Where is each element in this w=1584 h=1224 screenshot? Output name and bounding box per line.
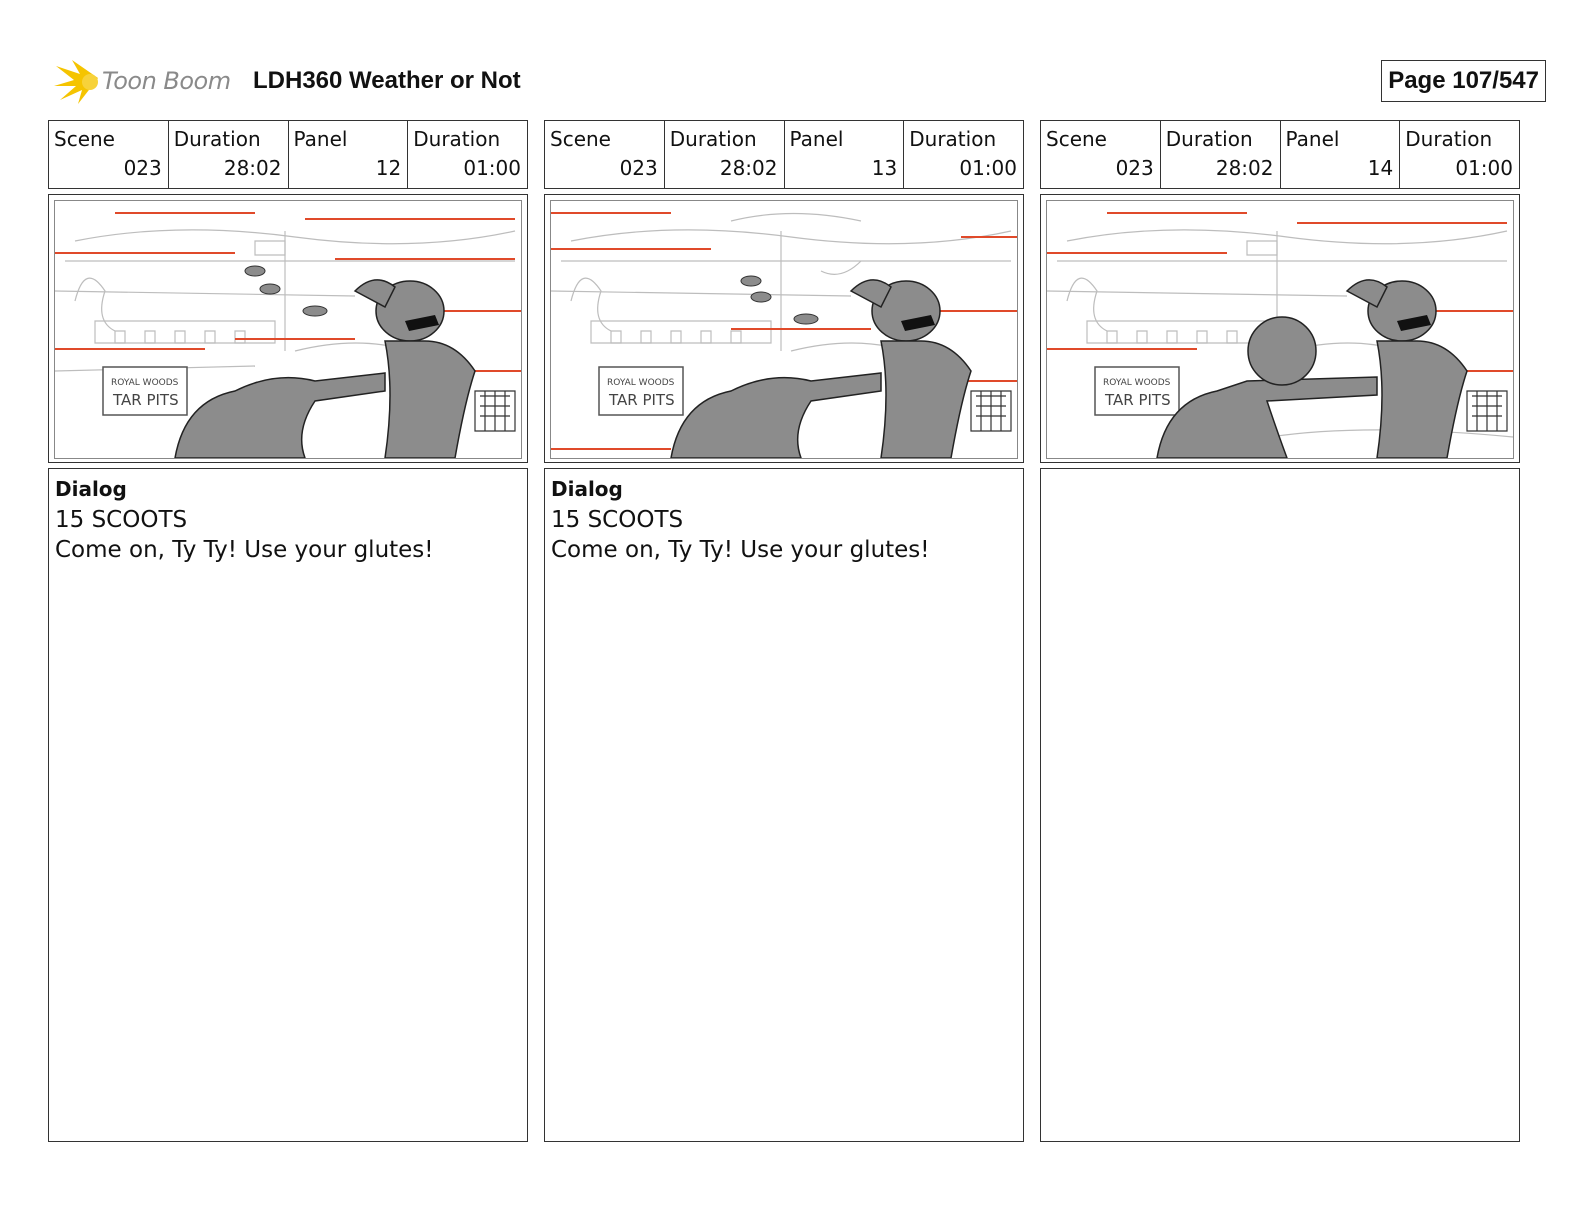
panel-image-frame [48, 194, 528, 463]
svg-text:TAR PITS: TAR PITS [1105, 391, 1171, 409]
duration-label: Duration [413, 127, 501, 151]
duration-label: Duration [1165, 127, 1253, 151]
scene-cell [49, 121, 169, 188]
panel-label: Panel [1285, 127, 1340, 151]
duration-label: Duration [669, 127, 757, 151]
dialog-character-line: 15 SCOOTS [55, 507, 188, 533]
scene-label: Scene [1046, 127, 1107, 151]
panel-sketch-image [550, 200, 1018, 459]
svg-text:ROYAL WOODS: ROYAL WOODS [607, 378, 675, 388]
panel-duration-cell [1400, 121, 1519, 188]
dialog-text-line: Come on, Ty Ty! Use your glutes! [55, 537, 434, 563]
scene-label: Scene [550, 127, 611, 151]
panel-sketch-image [1046, 200, 1514, 459]
starburst-logo-icon [52, 56, 100, 106]
panel-cell [1281, 121, 1401, 188]
panel-info-table [1040, 120, 1520, 189]
panel-duration-cell [408, 121, 527, 188]
scene-duration-cell [665, 121, 785, 188]
dialog-box [1040, 468, 1520, 1142]
dialog-character-line: 15 SCOOTS [551, 507, 684, 533]
panel-cell [289, 121, 409, 188]
scene-duration-cell [169, 121, 289, 188]
dialog-heading: Dialog [551, 477, 623, 501]
panel-number-value: 12 [375, 156, 402, 180]
duration-label: Duration [909, 127, 997, 151]
duration-label: Duration [1405, 127, 1493, 151]
scene-value: 023 [619, 156, 658, 180]
panel-label: Panel [293, 127, 348, 151]
panel-number-value: 14 [1367, 156, 1394, 180]
panel-image-frame [544, 194, 1024, 463]
panel-duration-value: 01:00 [463, 156, 521, 180]
scene-duration-value: 28:02 [1215, 156, 1274, 180]
dialog-heading: Dialog [55, 477, 127, 501]
panel-info-table [544, 120, 1024, 189]
scene-cell [1041, 121, 1161, 188]
panel-sketch-image [54, 200, 522, 459]
dialog-box [544, 468, 1024, 1142]
document-title: LDH360 Weather or Not [253, 67, 521, 94]
scene-label: Scene [54, 127, 115, 151]
page-header [52, 56, 1539, 106]
svg-text:ROYAL WOODS: ROYAL WOODS [1103, 378, 1171, 388]
dialog-text-line: Come on, Ty Ty! Use your glutes! [551, 537, 930, 563]
panel-duration-cell [904, 121, 1023, 188]
scene-value: 023 [123, 156, 162, 180]
panel-duration-value: 01:00 [959, 156, 1017, 180]
panel-cell [785, 121, 905, 188]
svg-text:ROYAL WOODS: ROYAL WOODS [111, 378, 179, 388]
panel-info-table [48, 120, 528, 189]
panel-duration-value: 01:00 [1455, 156, 1513, 180]
duration-label: Duration [173, 127, 261, 151]
logo-text: Toon Boom [102, 67, 231, 95]
scene-value: 023 [1115, 156, 1154, 180]
page-indicator: Page 107/547 [1381, 60, 1546, 102]
toon-boom-logo [52, 56, 231, 106]
panel-image-frame [1040, 194, 1520, 463]
scene-duration-value: 28:02 [223, 156, 282, 180]
dialog-box [48, 468, 528, 1142]
scene-duration-cell [1161, 121, 1281, 188]
panel-label: Panel [789, 127, 844, 151]
scene-duration-value: 28:02 [719, 156, 778, 180]
scene-cell [545, 121, 665, 188]
svg-text:TAR PITS: TAR PITS [113, 391, 179, 409]
panel-number-value: 13 [871, 156, 898, 180]
svg-text:TAR PITS: TAR PITS [609, 391, 675, 409]
